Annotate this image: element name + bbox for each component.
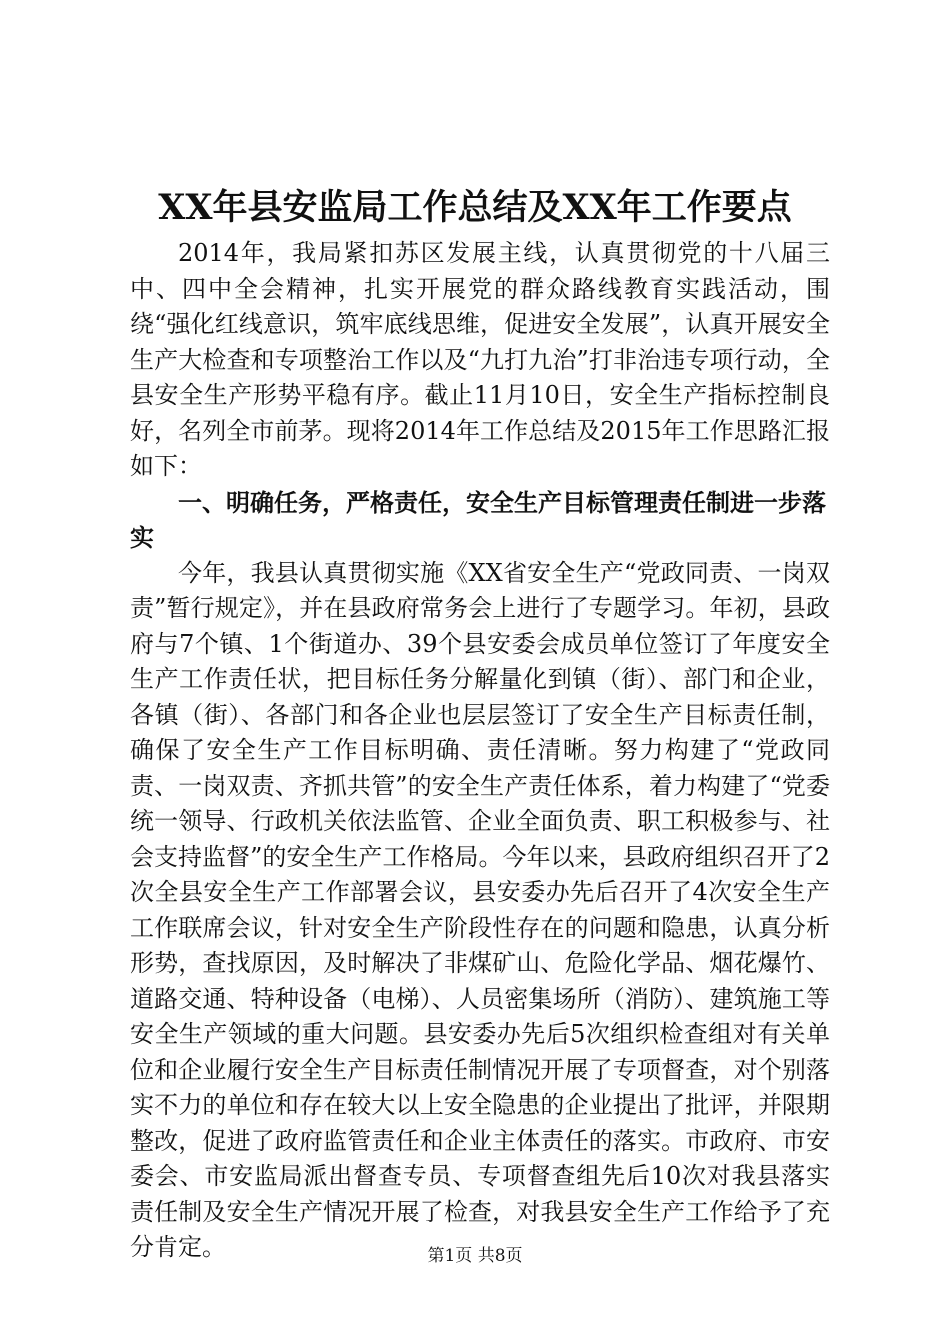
page-footer: 第1页 共8页: [427, 1246, 523, 1266]
intro-paragraph: 2014年，我局紧扣苏区发展主线，认真贯彻党的十八届三中、四中全会精神，扎实开展党的群众路线教育实践活动，围绕“强化红线意识，筑牢底线思维，促进安全发展”，认真开展安全生产大检查和专项整治工作以及“九打九治”打非治违专项行动，全县安全生产形势平稳有序。截止11月10日，安全生产指标控制良好，名列全市前茅。现将2014年工作总结及2015年工作思路汇报如下：: [130, 239, 830, 480]
section-heading: 一、明确任务，严格责任，安全生产目标管理责任制进一步落实: [130, 487, 826, 552]
section-paragraph: 今年，我县认真贯彻实施《XX省安全生产“党政同责、一岗双责”暂行规定》，并在县政府常务会上进行了专题学习。年初，县政府与7个镇、1个街道办、39个县安委会成员单位签订了年度安全生产工作责任状，把目标任务分解量化到镇（街）、部门和企业，各镇（街）、各部门和各企业也层层签订了安全生产目标责任制，确保了安全生产工作目标明确、责任清晰。努力构建了“党政同责、一岗双责、齐抓共管”的安全生产责任体系，着力构建了“党委统一领导、行政机关依法监管、企业全面负责、职工积极参与、社会支持监督”的安全生产工作格局。今年以来，县政府组织召开了2次全县安全生产工作部署会议，县安委办先后召开了4次安全生产工作联席会议，针对安全生产阶段性存在的问题和隐患，认真分析形势，查找原因，及时解决了非煤矿山、危险化学品、烟花爆竹、道路交通、特种设备（电梯）、人员密集场所（消防）、建筑施工等安全生产领域的重大问题。县安委办先后5次组织检查组对有关单位和企业履行安全生产目标责任制情况开展了专项督查，对个别落实不力的单位和存在较大以上安全隐患的企业提出了批评，并限期整改，促进了政府监管责任和企业主体责任的落实。市政府、市安委会、市安监局派出督查专员、专项督查组先后10次对我县落实责任制及安全生产情况开展了检查，对我县安全生产工作给予了充分肯定。: [130, 558, 830, 1261]
document-body: [130, 236, 830, 1266]
document-title: XX年县安监局工作总结及XX年工作要点: [158, 187, 792, 228]
